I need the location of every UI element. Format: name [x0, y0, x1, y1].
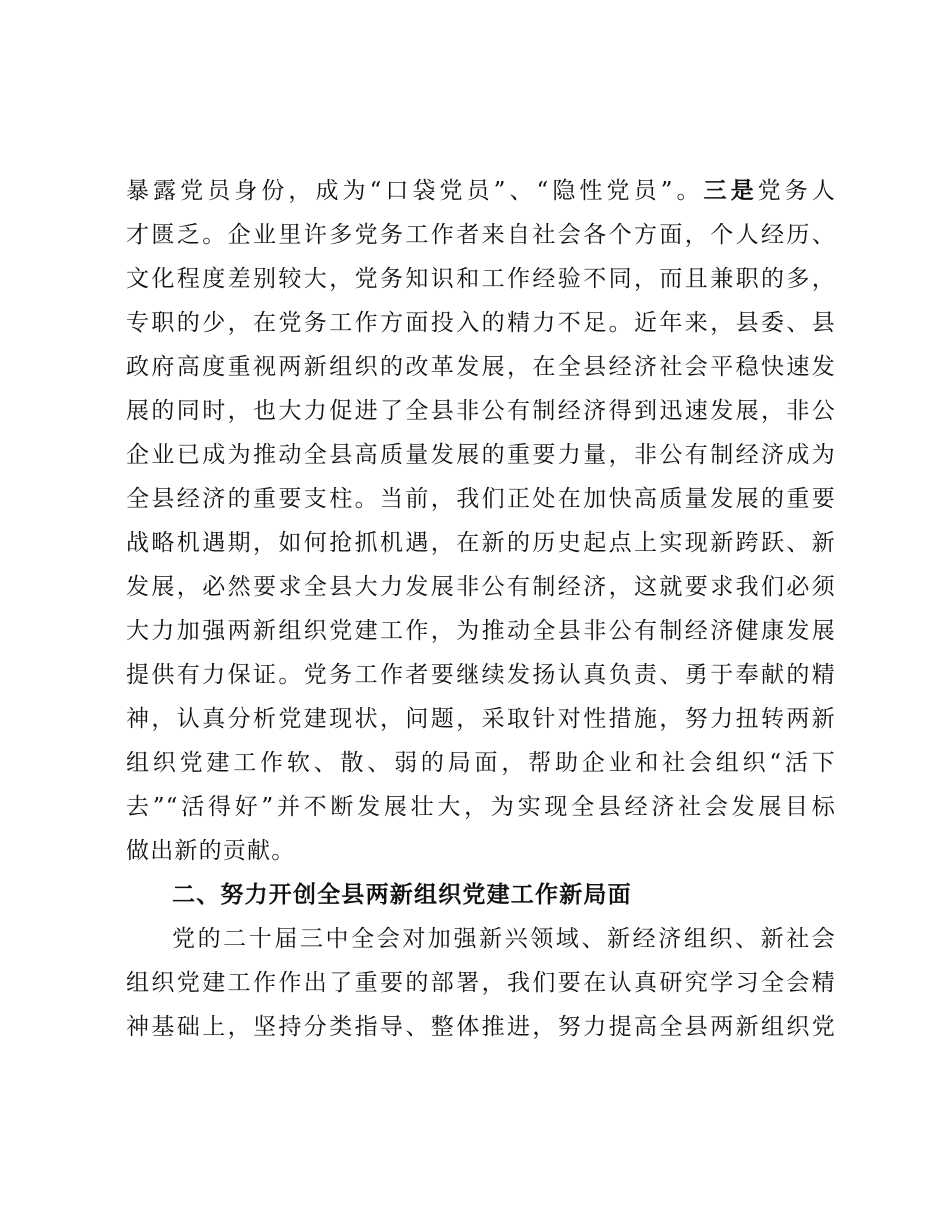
paragraph1-line-10: 发展，必然要求全县大力发展非公有制经济，这就要求我们必须 [126, 574, 836, 600]
paragraph2-line-2: 组织党建工作作出了重要的部署，我们要在认真研究学习全会精 [126, 970, 836, 996]
paragraph1-line-14: 组织党建工作软、散、弱的局面，帮助企业和社会组织“活下 [126, 750, 836, 776]
paragraph1-line-11: 大力加强两新组织党建工作，为推动全县非公有制经济健康发展 [126, 618, 836, 644]
paragraph1-line-15: 去”“活得好”并不断发展壮大，为实现全县经济社会发展目标 [126, 794, 836, 820]
paragraph1-line-12: 提供有力保证。党务工作者要继续发扬认真负责、勇于奉献的精 [126, 662, 836, 688]
paragraph1-line-1-suffix: 党务人 [757, 178, 837, 204]
paragraph2-line-1: 党的二十届三中全会对加强新兴领域、新经济组织、新社会 [172, 926, 836, 952]
paragraph1-line-5: 政府高度重视两新组织的改革发展，在全县经济社会平稳快速发 [126, 354, 836, 380]
section-heading: 二、努力开创全县两新组织党建工作新局面 [172, 882, 632, 908]
paragraph1-line-6: 展的同时，也大力促进了全县非公有制经济得到迅速发展，非公 [126, 398, 836, 424]
paragraph1-line-13: 神，认真分析党建现状，问题，采取针对性措施，努力扭转两新 [126, 706, 836, 732]
paragraph1-line-4: 专职的少，在党务工作方面投入的精力不足。近年来，县委、县 [126, 310, 836, 336]
paragraph1-line-2: 才匮乏。企业里许多党务工作者来自社会各个方面，个人经历、 [126, 222, 836, 248]
paragraph1-line-7: 企业已成为推动全县高质量发展的重要力量，非公有制经济成为 [126, 442, 836, 468]
paragraph1-line-9: 战略机遇期，如何抢抓机遇，在新的历史起点上实现新跨跃、新 [126, 530, 836, 556]
paragraph1-line-8: 全县经济的重要支柱。当前，我们正处在加快高质量发展的重要 [126, 486, 836, 512]
paragraph1-line-3: 文化程度差别较大，党务知识和工作经验不同，而且兼职的多， [126, 266, 836, 292]
paragraph1-line-16: 做出新的贡献。 [126, 838, 296, 864]
paragraph1-line-1 [126, 176, 836, 206]
paragraph1-line-1-prefix: 暴露党员身份，成为“口袋党员”、“隐性党员”。 [126, 178, 704, 204]
paragraph2-line-3: 神基础上，坚持分类指导、整体推进，努力提高全县两新组织党 [126, 1014, 836, 1040]
paragraph1-line-1-bold: 三是 [703, 178, 758, 204]
